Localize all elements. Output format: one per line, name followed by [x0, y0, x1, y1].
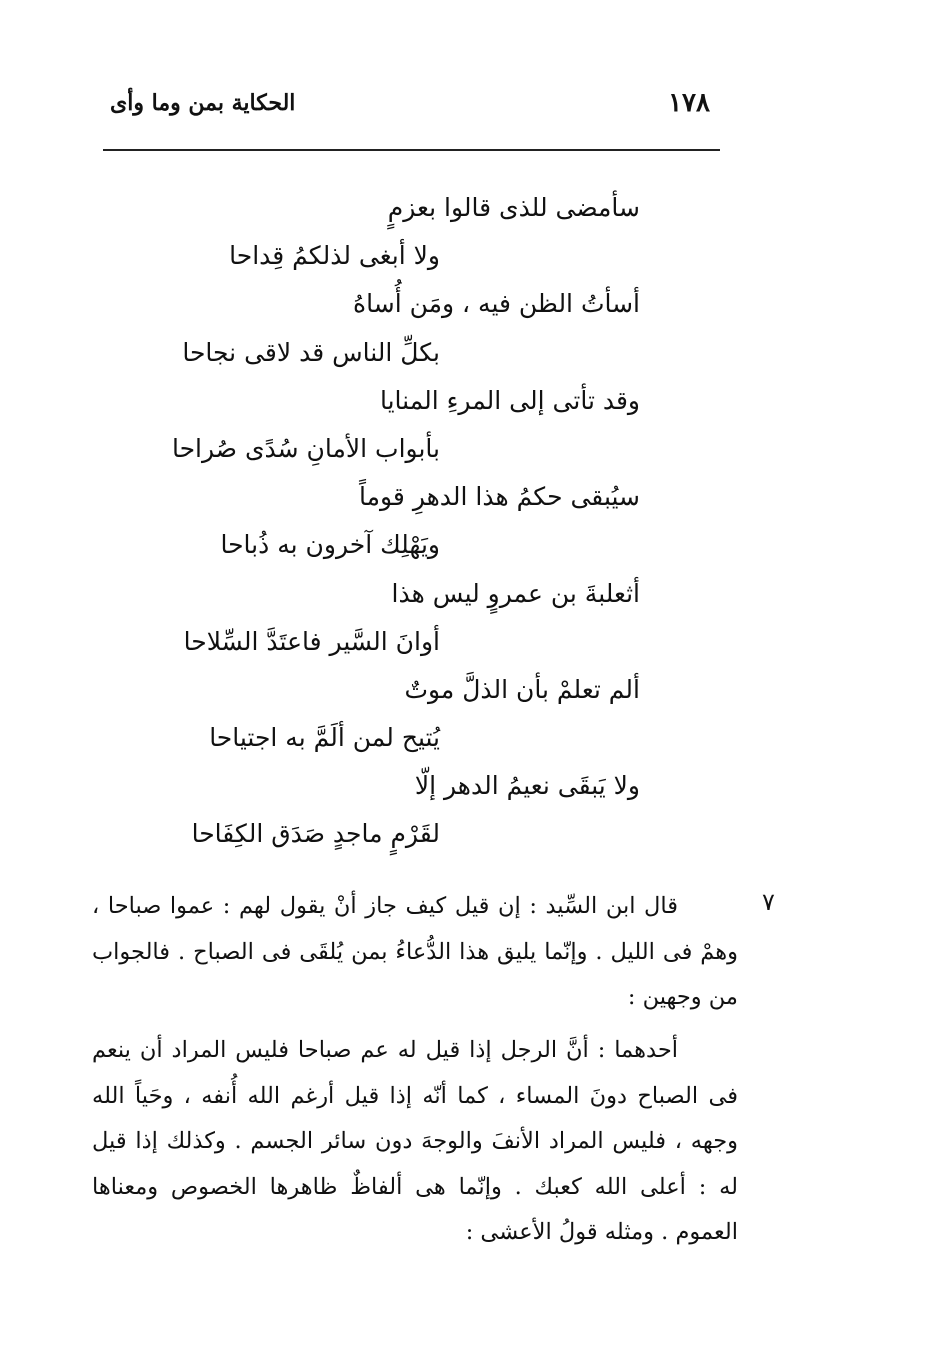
verse-5-first-hemistich: أثعلبةَ بن عمروٍ ليس هذا	[391, 578, 640, 608]
verse-1-first-hemistich: سأمضى للذى قالوا بعزمٍ	[387, 193, 640, 222]
running-head	[100, 88, 720, 128]
poem	[170, 184, 650, 859]
verse-2-first-hemistich: أسأتُ الظن فيه ، ومَن أُساهُ	[353, 289, 640, 319]
verse-6-second-hemistich: يُتيح لمن ألَمَّ به اجتياحا	[209, 723, 440, 753]
verse-3-first-hemistich: وقد تأتى إلى المرءِ المنايا	[379, 385, 640, 415]
verse-6-first-hemistich: ألم تعلمْ بأن الذلَّ موتٌ	[404, 674, 640, 704]
paragraph-text: أحدهما : أنَّ الرجل إذا قيل له عم صباحا فليس المراد أن ينعم فى الصباح دونَ المساء ، كما أنّه إذا قيل أرغم الله أُنفه ، وحَياً الله وجهه ، فليس المراد الأنفَ والوجهَ دون سائر الجسم . وكذلك إذا قيل له : أعلى الله كعبك . وإنّما هى ألفاظٌ ظاهرها الخصوص ومعناها العموم . ومثله قولُ الأعشى :	[92, 1037, 738, 1245]
verse-5-second-hemistich: أوانَ السَّير فاعتَدَّ السِّلاحا	[183, 626, 440, 656]
page-number: ١٧٨	[668, 88, 710, 118]
header-rule	[103, 149, 720, 151]
verse-7-second-hemistich: لقَرْمٍ ماجدٍ صَدَق الكِفَاحا	[191, 819, 440, 849]
paragraph-text: قال ابن السِّيد : إن قيل كيف جاز أنْ يقول لهم : عموا صباحا ، وهمْ فى الليل . وإنّما يليق هذا الدُّعاءُ بمن يُلقَى فى الصباح . فالجواب من وجهين :	[92, 893, 738, 1010]
verse-3-second-hemistich: بأبواب الأمانِ سُدًى صُراحا	[171, 433, 440, 463]
verse-4-first-hemistich: سيُبقى حكمُ هذا الدهرِ قوماً	[359, 482, 640, 512]
verse-4-second-hemistich: ويَهْلِك آخرون به ذُباحا	[220, 530, 440, 560]
verse-7-first-hemistich: ولا يَبقَى نعيمُ الدهر إلّا	[414, 771, 640, 801]
commentary-paragraph-2	[92, 1028, 738, 1256]
running-title: الحكاية بمن وما وأى	[110, 90, 296, 116]
verse-1-second-hemistich: ولا أبغى لذلكمُ قِداحا	[229, 241, 440, 271]
section-number: ٧	[762, 888, 775, 916]
commentary-paragraph-1	[92, 884, 738, 1021]
verse-2-second-hemistich: بكلِّ الناس قد لاقى نجاحا	[182, 337, 440, 367]
